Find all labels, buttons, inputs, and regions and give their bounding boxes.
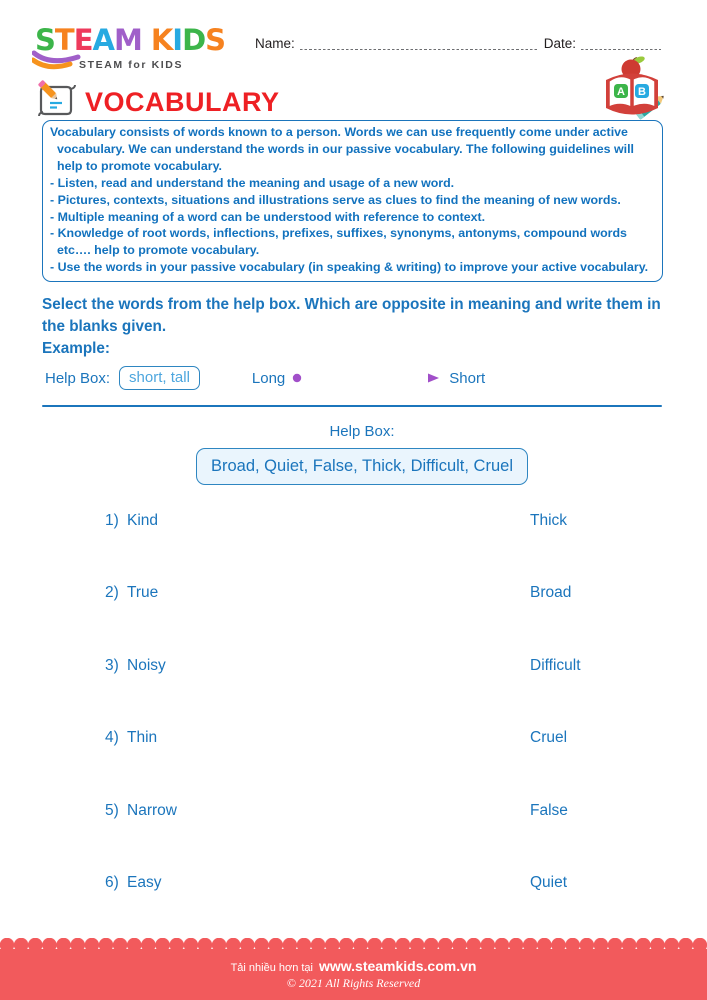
exercise-row	[105, 802, 625, 820]
info-line: - Listen, read and understand the meaning and usage of a new word.	[50, 175, 455, 190]
item-word: Easy	[127, 874, 162, 891]
example-row	[45, 366, 665, 390]
item-answer: Quiet	[530, 874, 568, 891]
name-date-row	[255, 36, 669, 51]
item-number: 2)	[105, 584, 119, 601]
footer-body	[0, 949, 707, 1000]
item-word: Narrow	[127, 802, 177, 819]
ab-icon-letter-a: A	[617, 86, 625, 98]
instructions	[42, 294, 670, 360]
helpbox-label: Help Box:	[329, 423, 395, 440]
footer-site-url: www.steamkids.com.vn	[319, 958, 477, 974]
item-answer: Cruel	[530, 729, 568, 746]
item-word: Kind	[127, 512, 159, 529]
exercise-row	[105, 874, 625, 892]
item-answer: False	[530, 802, 568, 819]
item-answer: Thick	[530, 512, 568, 529]
helpbox: Broad, Quiet, False, Thick, Difficult, Cruel	[196, 448, 528, 485]
logo-tagline: STEAM for KIDS	[79, 59, 184, 71]
exercise-row	[105, 584, 625, 602]
footer	[0, 938, 707, 1000]
ab-icon-letter-b: B	[638, 86, 646, 98]
item-answer: Difficult	[530, 657, 581, 674]
ab-book-icon	[601, 54, 665, 127]
example-label: Example:	[42, 340, 111, 357]
info-line: Vocabulary consists of words known to a person. Words we can use frequently come under active vocabulary. We can understand the words in our passive vocabulary. The following guidelines will help to promote vocabulary.	[50, 125, 634, 173]
item-number: 5)	[105, 802, 119, 819]
exercise-row	[105, 512, 625, 530]
vocabulary-info-box	[42, 120, 663, 282]
info-line: - Pictures, contexts, situations and illustrations serve as clues to find the meaning of new words.	[50, 192, 621, 207]
info-line: - Use the words in your passive vocabulary (in speaking & writing) to improve your active vocabulary.	[50, 260, 649, 275]
item-number: 3)	[105, 657, 119, 674]
item-number: 1)	[105, 512, 119, 529]
footer-download-text: Tải nhiều hơn tại	[230, 962, 313, 974]
example-right-word: Short	[449, 369, 486, 387]
item-answer: Broad	[530, 584, 572, 601]
example-helpbox: short, tall	[119, 366, 200, 390]
steam-kids-logo	[35, 23, 226, 71]
title-row	[36, 80, 280, 125]
exercise-row	[105, 657, 625, 675]
name-label: Name:	[255, 36, 295, 51]
item-word: Thin	[127, 729, 158, 746]
swoosh-icon	[32, 50, 84, 77]
item-word: Noisy	[127, 657, 166, 674]
item-number: 6)	[105, 874, 119, 891]
date-label: Date:	[543, 36, 577, 51]
item-word: True	[127, 584, 159, 601]
info-line: - Multiple meaning of a word can be understood with reference to context.	[50, 209, 486, 224]
section-divider	[42, 405, 662, 407]
logo-wordmark: STEAM KIDS	[35, 23, 226, 57]
footer-copyright: © 2021 All Rights Reserved	[286, 976, 421, 990]
arrow-icon	[291, 370, 443, 386]
example-helpbox-label: Help Box:	[45, 369, 111, 387]
name-blank-line	[300, 37, 538, 50]
info-line: - Knowledge of root words, inflections, prefixes, suffixes, synonyms, antonyms, compound words etc…. help to promote vocabulary.	[50, 226, 627, 258]
date-blank-line	[581, 37, 661, 50]
exercise-row	[105, 729, 625, 747]
pencil-note-icon	[36, 80, 78, 125]
instructions-text: Select the words from the help box. Which are opposite in meaning and write them in the blanks given.	[42, 296, 661, 335]
page-title: VOCABULARY	[85, 87, 280, 117]
example-left-word: Long	[251, 369, 286, 387]
item-number: 4)	[105, 729, 119, 746]
